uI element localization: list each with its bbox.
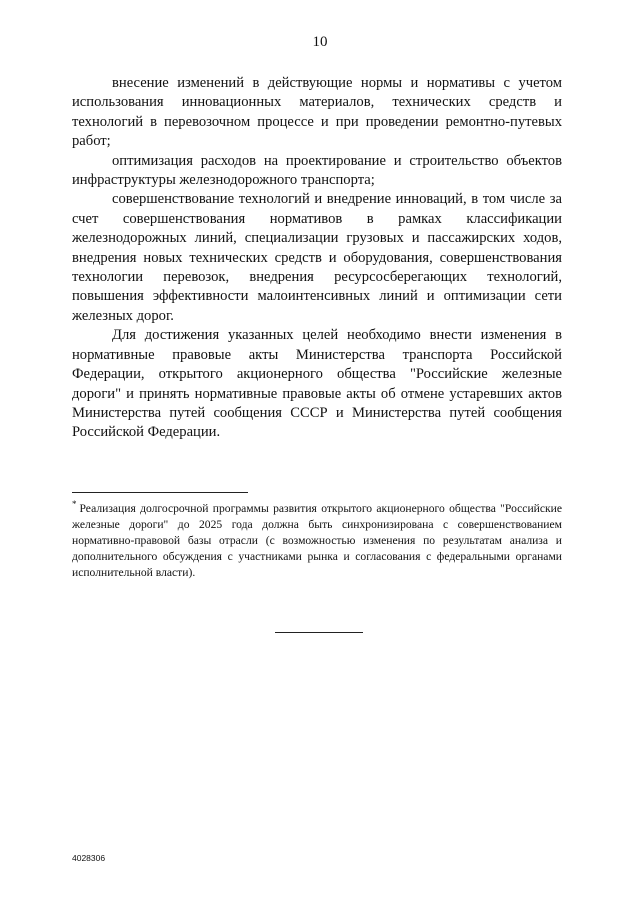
footnote xyxy=(72,501,562,581)
page-number: 10 xyxy=(312,34,328,50)
body-paragraph: совершенствование технологий и внедрение инноваций, в том числе за счет совершенствования нормативов в рамках классификации железнодорожных линий, специализации грузовых и пассажирских ходов, внедрения новых технических средств и оборудования, совершенствования технологии перевозок, внедрения ресурсосберегающих технологий, повышения эффективности малоинтенсивных линий и оптимизации сети железных дорог. xyxy=(72,191,562,324)
footnote-text: Реализация долгосрочной программы развития открытого акционерного общества "Российские железные дороги" до 2025 года должна быть синхронизирована с совершенствованием нормативно-правовой базы отрасли (с возможностью изменения по результатам анализа и дополнительного обсуждения с участниками рынка и согласования с федеральными органами исполнительной власти). xyxy=(72,502,562,579)
end-of-document-rule xyxy=(275,632,363,633)
body-paragraph: Для достижения указанных целей необходимо внести изменения в нормативные правовые акты Министерства транспорта Российской Федерации, открытого акционерного общества "Российские железные дороги" и принять нормативные правовые акты об отмене устаревших актов Министерства путей сообщения СССР и Министерства путей сообщения Российской Федерации. xyxy=(72,327,562,441)
body-paragraph: внесение изменений в действующие нормы и нормативы с учетом использования инновационных материалов, технических средств и технологий в перевозочном процессе и при проведении ремонтно-путевых работ; xyxy=(72,75,562,150)
footnote-separator xyxy=(72,492,248,493)
document-body xyxy=(72,74,562,443)
footnote-mark: * xyxy=(72,499,77,510)
document-code: 4028306 xyxy=(72,853,106,863)
body-paragraph: оптимизация расходов на проектирование и строительство объектов инфраструктуры железнодорожного транспорта; xyxy=(72,152,562,189)
